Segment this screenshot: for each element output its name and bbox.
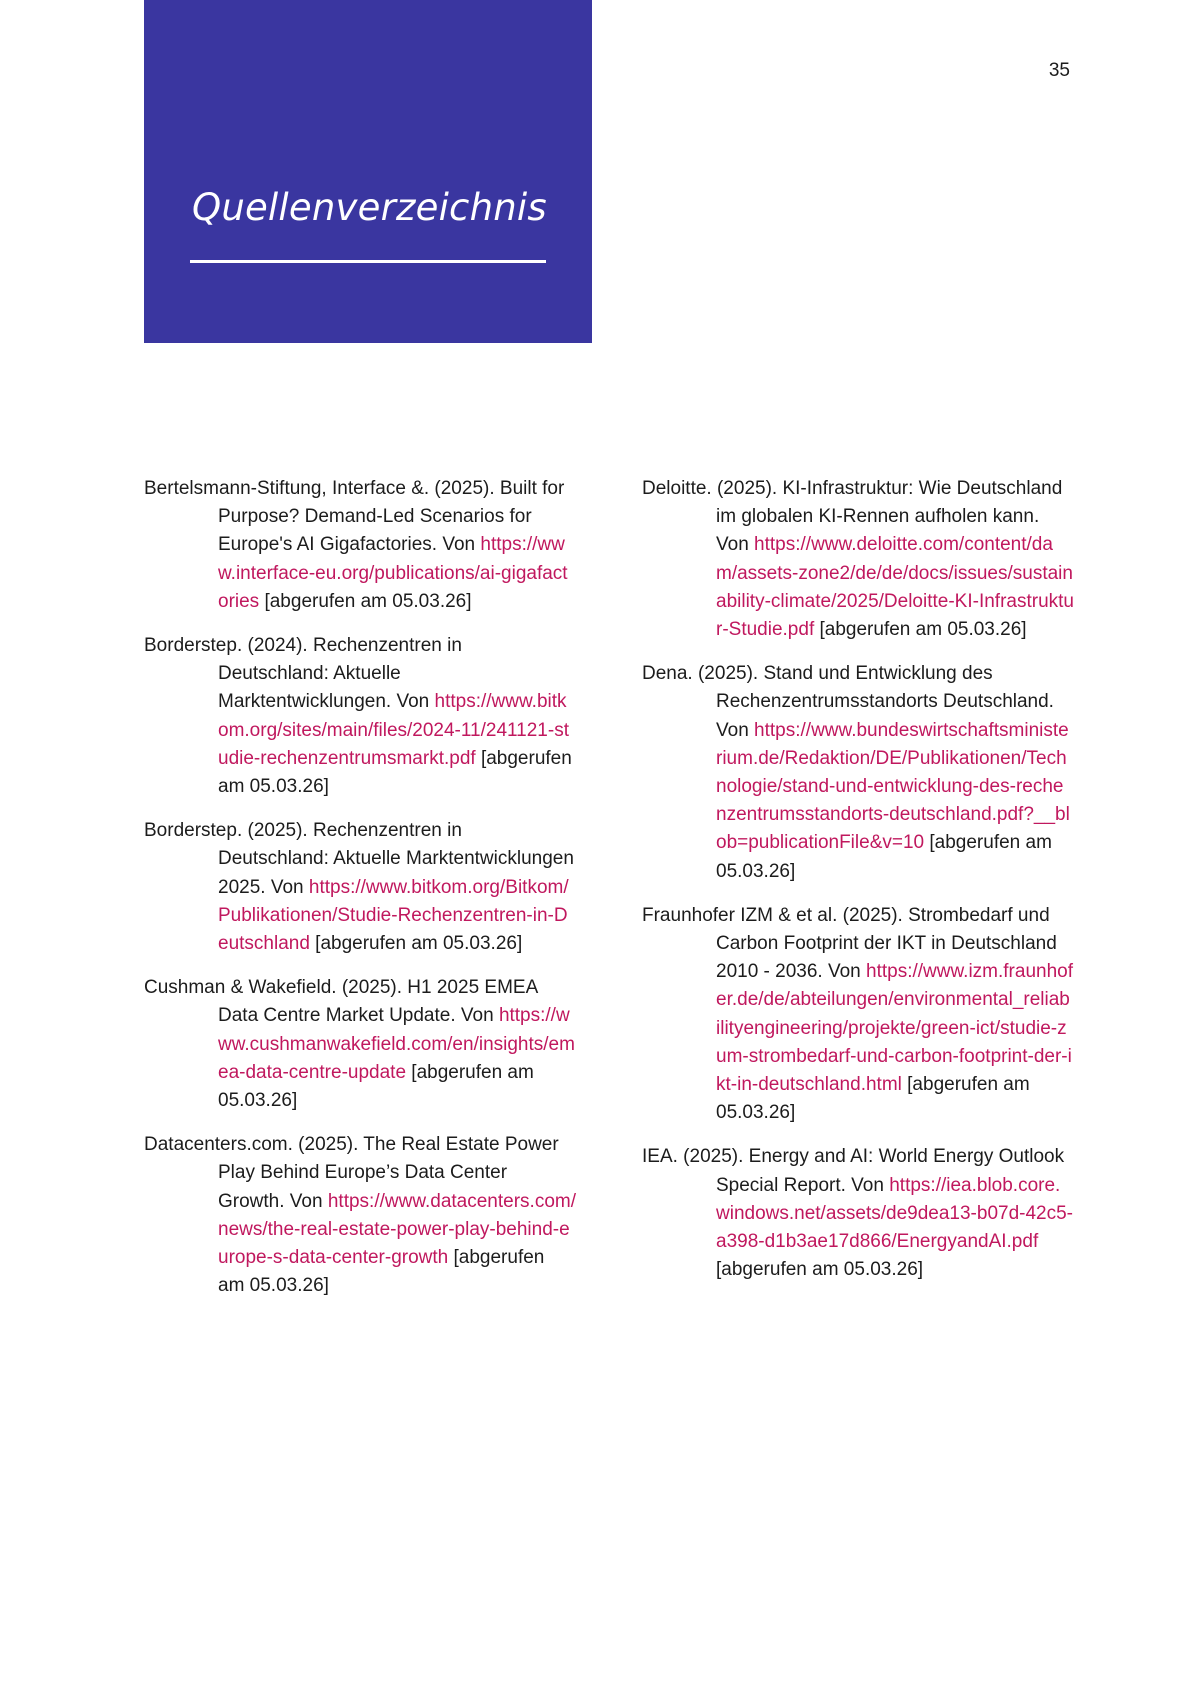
reference-accessed: [abgerufen am 05.03.26]	[218, 1247, 545, 1297]
reference-entry	[144, 475, 576, 616]
reference-entry	[144, 1131, 576, 1300]
reference-entry	[144, 817, 576, 958]
reference-text: Bertelsmann-Stiftung, Interface &. (2025). Built for Purpose? Demand-Led Scenarios for Europe's AI Gigafactories. Von	[144, 478, 565, 556]
reference-link[interactable]: https://www.bundeswirtschaftsministerium.de/Redaktion/DE/Publikationen/Technologie/stand-und-entwicklung-des-rechenzentrumsstandorts-deutschland.pdf?__blob=publicationFile&v=10	[716, 719, 1070, 854]
title-underline	[190, 260, 546, 263]
reference-text: Borderstep. (2025). Rechenzentren in Deutschland: Aktuelle Marktentwicklungen 2025. Von	[144, 820, 574, 898]
reference-link[interactable]: https://www.bitkom.org/sites/main/files/2024-11/241121-studie-rechenzentrumsmarkt.pdf	[218, 691, 569, 769]
reference-text: Deloitte. (2025). KI-Infrastruktur: Wie Deutschland im globalen KI-Rennen aufholen kann. Von	[642, 478, 1063, 556]
reference-accessed: [abgerufen am 05.03.26]	[716, 1259, 924, 1281]
reference-link[interactable]: https://www.deloitte.com/content/dam/assets-zone2/de/de/docs/issues/sustainability-climate/2025/Deloitte-KI-Infrastruktur-Studie.pdf	[716, 534, 1074, 641]
reference-link[interactable]: https://www.izm.fraunhofer.de/de/abteilungen/environmental_reliabilityengineering/projekte/green-ict/studie-zum-strombedarf-und-carbon-footprint-der-ikt-in-deutschland.html	[716, 961, 1073, 1096]
reference-entry	[642, 1143, 1074, 1284]
reference-accessed: [abgerufen am 05.03.26]	[716, 1074, 1030, 1124]
reference-entry	[144, 974, 576, 1115]
reference-accessed: [abgerufen am 05.03.26]	[218, 1061, 534, 1112]
reference-link[interactable]: https://www.datacenters.com/news/the-real-estate-power-play-behind-europe-s-data-center-growth	[218, 1190, 577, 1269]
reference-text: Cushman & Wakefield. (2025). H1 2025 EMEA Data Centre Market Update. Von	[144, 977, 538, 1027]
reference-accessed: [abgerufen am 05.03.26]	[716, 832, 1052, 882]
reference-link[interactable]: https://www.interface-eu.org/publications/ai-gigafactories	[218, 534, 568, 612]
reference-accessed: [abgerufen am 05.03.26]	[814, 619, 1027, 641]
reference-link[interactable]: https://iea.blob.core.windows.net/assets/de9dea13-b07d-42c5-a398-d1b3ae17d866/EnergyandAI.pdf	[716, 1174, 1074, 1253]
reference-text: Borderstep. (2024). Rechenzentren in Deutschland: Aktuelle Marktentwicklungen. Von	[144, 635, 462, 713]
header-block	[144, 0, 592, 343]
reference-accessed: [abgerufen am 05.03.26]	[259, 590, 472, 612]
reference-entry	[642, 475, 1074, 644]
reference-entry	[642, 660, 1074, 886]
reference-entry	[642, 902, 1074, 1128]
reference-accessed: [abgerufen am 05.03.26]	[309, 933, 523, 955]
page-number: 35	[1048, 60, 1070, 81]
reference-entry	[144, 632, 576, 801]
reference-text: Datacenters.com. (2025). The Real Estate Power Play Behind Europe’s Data Center Growth. Von	[144, 1134, 559, 1212]
references-column-left	[144, 475, 576, 1316]
references-column-right	[642, 475, 1074, 1300]
reference-text: Dena. (2025). Stand und Entwicklung des Rechenzentrumsstandorts Deutschland. Von	[642, 663, 1054, 741]
reference-link[interactable]: https://www.cushmanwakefield.com/en/insights/emea-data-centre-update	[218, 1005, 575, 1083]
reference-text: IEA. (2025). Energy and AI: World Energy Outlook Special Report. Von	[642, 1146, 1065, 1196]
reference-link[interactable]: https://www.bitkom.org/Bitkom/Publikationen/Studie-Rechenzentren-in-Deutschland	[218, 876, 569, 955]
reference-text: Fraunhofer IZM & et al. (2025). Strombedarf und Carbon Footprint der IKT in Deutschland 2010 - 2036. Von	[642, 904, 1057, 983]
reference-accessed: [abgerufen am 05.03.26]	[218, 747, 572, 798]
page-title: Quellenverzeichnis	[192, 186, 547, 229]
